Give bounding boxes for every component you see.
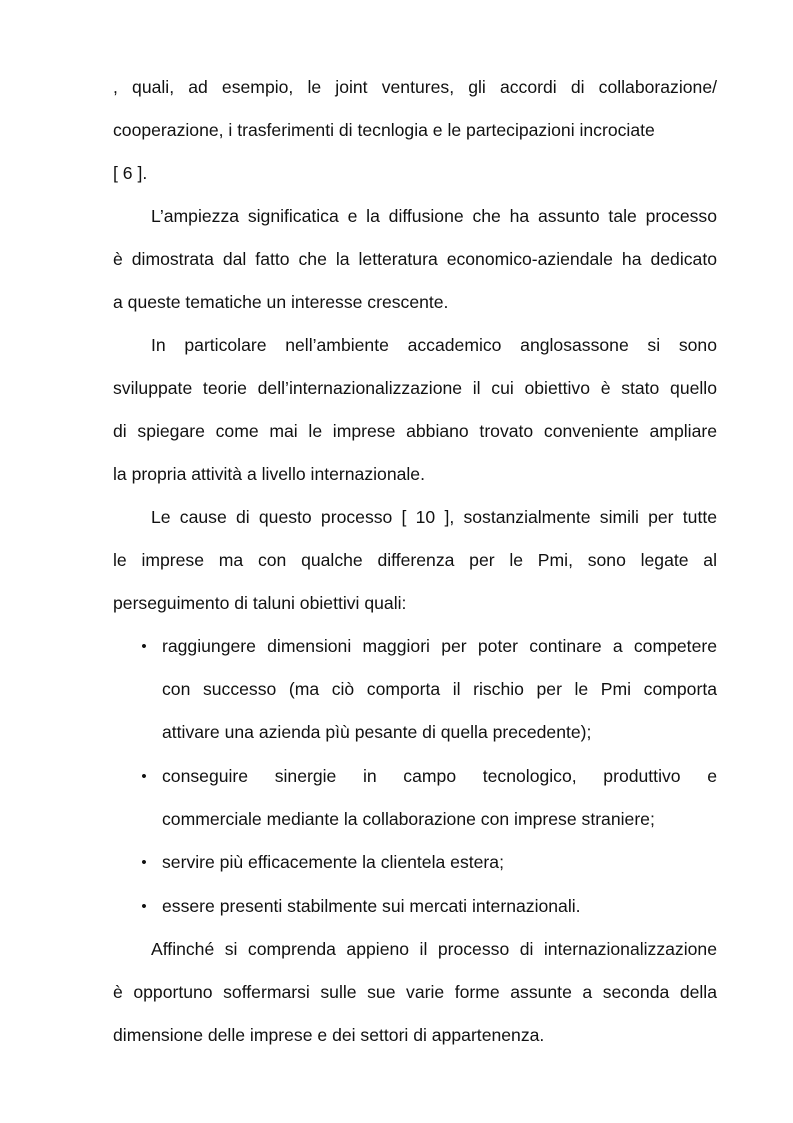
text-line: perseguimento di taluni obiettivi quali: [113, 593, 407, 613]
text-line: , quali, ad esempio, le joint ventures, gli accordi di collaborazione/ [113, 77, 717, 97]
citation-line: [ 6 ]. [113, 163, 148, 183]
list-item-continuation: commerciale mediante la collaborazione con imprese straniere; [162, 809, 655, 829]
text-line: di spiegare come mai le imprese abbiano trovato conveniente ampliare [113, 421, 717, 441]
paragraph-first-line: In particolare nell’ambiente accademico anglosassone si sono [151, 335, 717, 355]
bullet-icon: • [141, 854, 147, 871]
text-line: è dimostrata dal fatto che la letteratura economico-aziendale ha dedicato [113, 249, 717, 269]
paragraph-first-line: Affinché si comprenda appieno il processo di internazionalizzazione [151, 939, 717, 959]
bullet-icon: • [141, 638, 147, 655]
list-item-continuation: con successo (ma ciò comporta il rischio per le Pmi comporta [162, 679, 717, 699]
list-item: raggiungere dimensioni maggiori per poter continare a competere [162, 636, 717, 656]
text-line: a queste tematiche un interesse crescente. [113, 292, 449, 312]
paragraph-first-line: L’ampiezza significatica e la diffusione che ha assunto tale processo [151, 206, 717, 226]
text-line: cooperazione, i trasferimenti di tecnlogia e le partecipazioni incrociate [113, 120, 655, 140]
bullet-icon: • [141, 898, 147, 915]
list-item: essere presenti stabilmente sui mercati internazionali. [162, 896, 581, 916]
list-item: conseguire sinergie in campo tecnologico, produttivo e [162, 766, 717, 786]
text-line: sviluppate teorie dell’internazionalizzazione il cui obiettivo è stato quello [113, 378, 717, 398]
text-line: le imprese ma con qualche differenza per le Pmi, sono legate al [113, 550, 717, 570]
list-item: servire più efficacemente la clientela estera; [162, 852, 504, 872]
text-line: dimensione delle imprese e dei settori di appartenenza. [113, 1025, 545, 1045]
paragraph-first-line: Le cause di questo processo [ 10 ], sostanzialmente simili per tutte [151, 507, 717, 527]
list-item-continuation: attivare una azienda pìù pesante di quella precedente); [162, 722, 592, 742]
text-line: la propria attività a livello internazionale. [113, 464, 425, 484]
text-line: è opportuno soffermarsi sulle sue varie forme assunte a seconda della [113, 982, 717, 1002]
bullet-icon: • [141, 768, 147, 785]
